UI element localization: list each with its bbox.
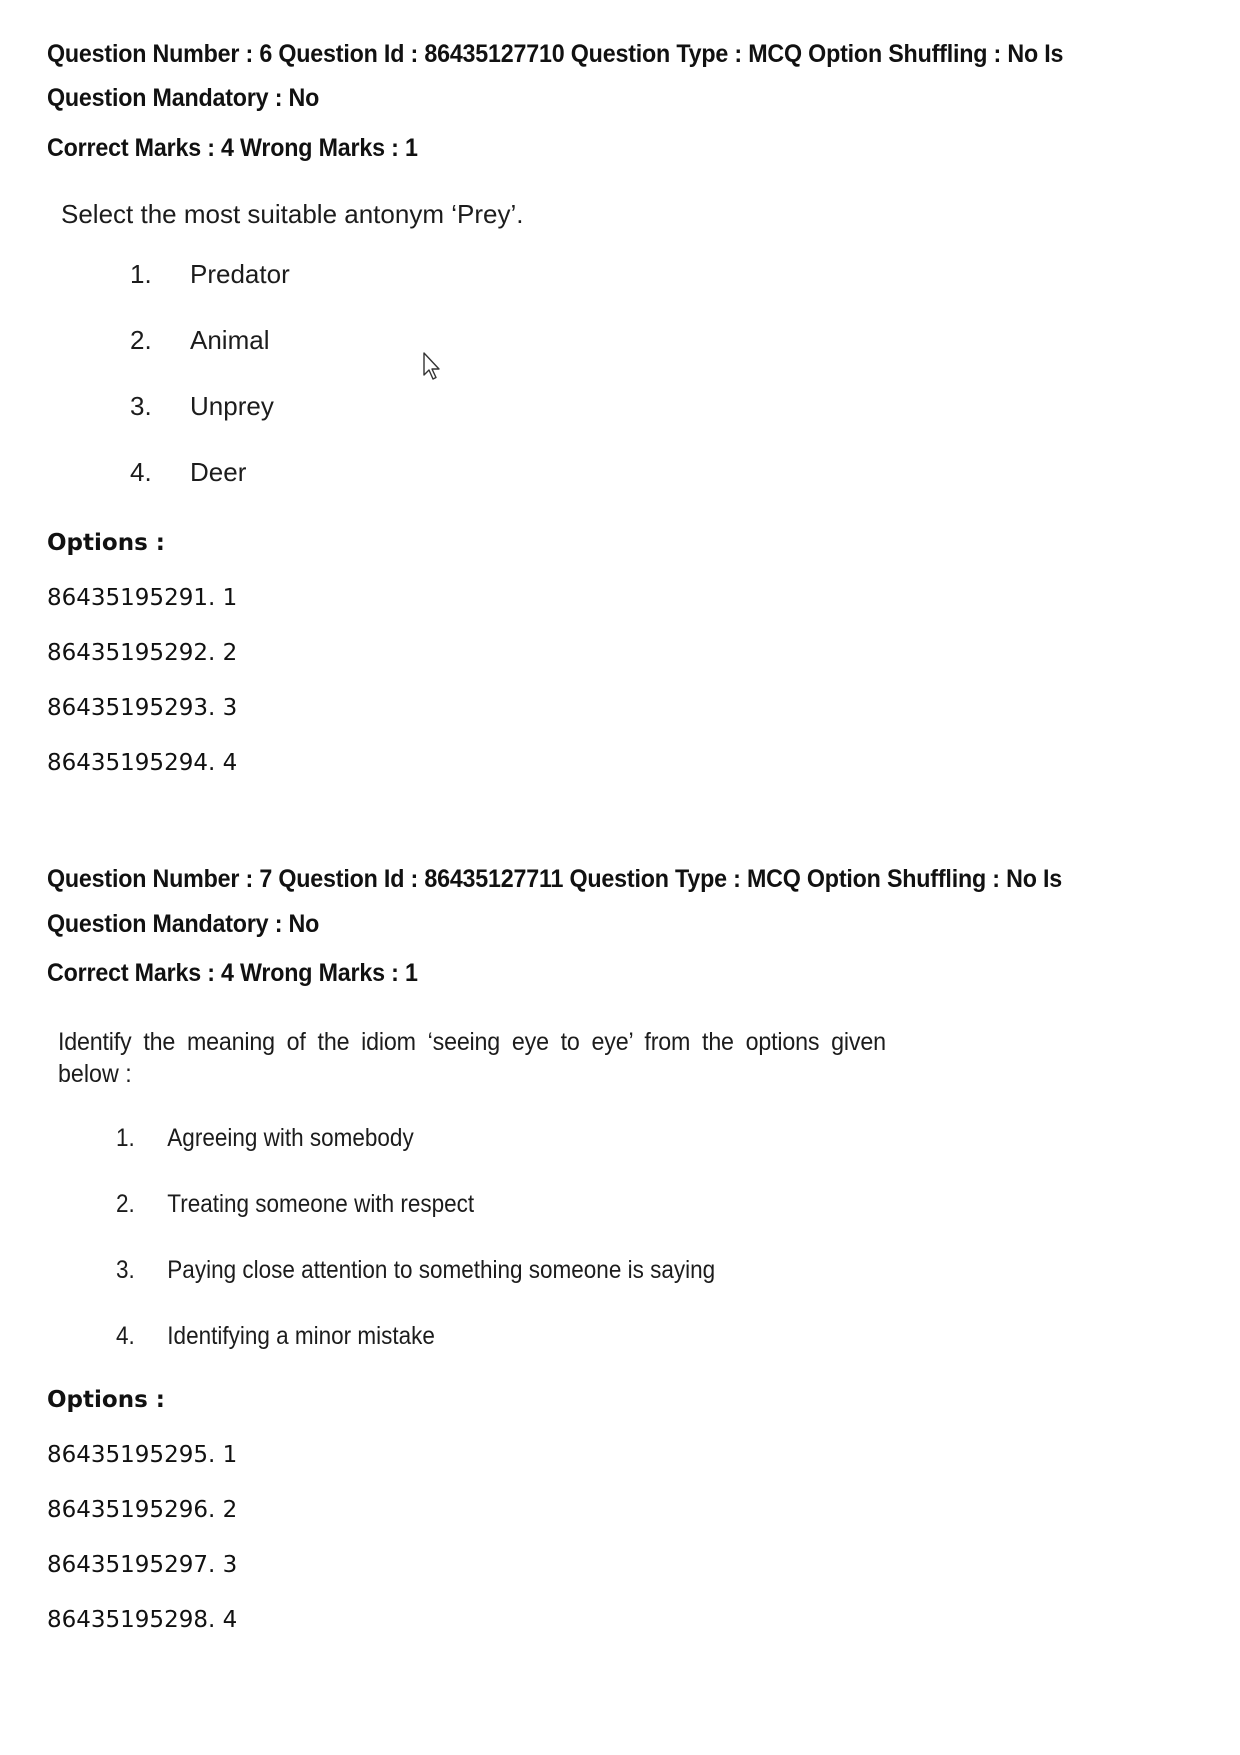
item-text: Deer [190,457,247,487]
mouse-pointer-icon [422,352,444,382]
item-text: Predator [190,259,290,289]
item-number: 4. [130,457,152,487]
item-text: Treating someone with respect [167,1190,475,1218]
option-row: 86435195292. 2 [47,640,238,666]
option-row: 86435195293. 3 [47,695,238,721]
options-label: Options : [47,1387,165,1413]
option-row: 86435195296. 2 [47,1497,238,1523]
option-row: 86435195298. 4 [47,1607,238,1633]
option-row: 86435195297. 3 [47,1552,238,1578]
options-label: Options : [47,530,165,556]
item-number: 2. [116,1190,135,1218]
item-number: 1. [116,1124,135,1152]
option-row: 86435195294. 4 [47,750,238,776]
question-marks-line: Correct Marks : 4 Wrong Marks : 1 [47,959,418,987]
item-text: Unprey [190,391,274,421]
question-stem: Select the most suitable antonym ‘Prey’. [61,199,524,229]
option-row: 86435195291. 1 [47,585,238,611]
question-meta-line-1: Question Number : 7 Question Id : 86435127711 Question Type : MCQ Option Shuffling : No Is [47,865,1063,893]
item-text: Agreeing with somebody [167,1124,414,1152]
question-mandatory-line: Question Mandatory : No [47,910,320,938]
item-number: 1. [130,259,152,289]
question-stem-continuation: below : [58,1060,132,1088]
item-number: 3. [130,391,152,421]
question-meta-line-1: Question Number : 6 Question Id : 86435127710 Question Type : MCQ Option Shuffling : No Is [47,40,1064,68]
item-number: 3. [116,1256,135,1284]
question-mandatory-line: Question Mandatory : No [47,84,320,112]
question-marks-line: Correct Marks : 4 Wrong Marks : 1 [47,134,418,162]
question-stem: Identify the meaning of the idiom ‘seeing eye to eye’ from the options given [58,1028,886,1056]
item-text: Paying close attention to something someone is saying [167,1256,716,1284]
question-image [52,186,612,506]
item-number: 2. [130,325,152,355]
item-text: Identifying a minor mistake [167,1322,435,1350]
item-number: 4. [116,1322,135,1350]
option-row: 86435195295. 1 [47,1442,238,1468]
item-text: Animal [190,325,270,355]
question-image [52,1012,952,1362]
